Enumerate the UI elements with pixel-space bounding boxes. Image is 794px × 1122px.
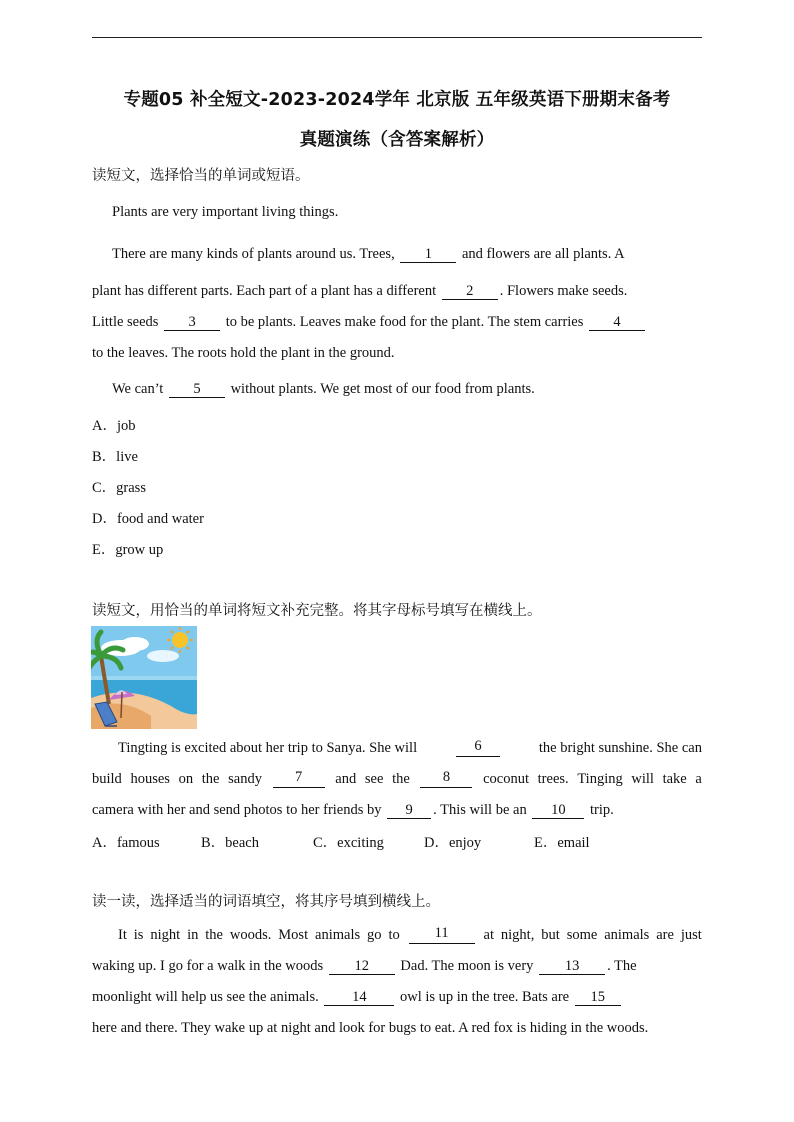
section2-line2: build houses on the sandy 7 and see the 8 coconut trees. Tinging will take a [92, 769, 702, 787]
blank-14[interactable]: 14 [324, 990, 394, 1006]
header-rule [92, 37, 702, 38]
section2-option-d: D．enjoy [424, 835, 482, 851]
section1-instruction: 读短文，选择恰当的单词或短语。 [92, 168, 310, 184]
blank-3[interactable]: 3 [164, 315, 220, 331]
beach-illustration [91, 626, 197, 729]
blank-5[interactable]: 5 [169, 382, 225, 398]
blank-9[interactable]: 9 [387, 803, 431, 819]
page-title-line2: 真题演练（含答案解析） [299, 130, 495, 150]
blank-8[interactable]: 8 [420, 770, 472, 788]
section3-instruction: 读一读，选择适当的词语填空，将其序号填到横线上。 [92, 894, 440, 910]
section2-option-e: E．email [534, 835, 590, 851]
section1-paragraph1: Plants are very important living things. [112, 204, 339, 220]
blank-7[interactable]: 7 [273, 770, 325, 788]
page-title-line1: 专题05 补全短文-2023-2024学年 北京版 五年级英语下册期末备考 [123, 90, 671, 110]
blank-15[interactable]: 15 [575, 990, 621, 1006]
blank-4[interactable]: 4 [589, 315, 645, 331]
section2-option-b: B．beach [201, 835, 259, 851]
section1-option-b: B．live [92, 449, 138, 465]
section1-p2-line2: plant has different parts. Each part of a plant has a different 2 . Flowers make seeds. [92, 283, 628, 299]
section3-line4: here and there. They wake up at night and look for bugs to eat. A red fox is hiding in the woods. [92, 1020, 649, 1036]
section1-option-d: D．food and water [92, 511, 204, 527]
section1-option-c: C．grass [92, 480, 146, 496]
blank-10[interactable]: 10 [532, 803, 584, 819]
section2-option-c: C．exciting [313, 835, 384, 851]
blank-1[interactable]: 1 [400, 247, 456, 263]
section3-line2: waking up. I go for a walk in the woods 12 Dad. The moon is very 13 . The [92, 958, 637, 974]
section2-line3: camera with her and send photos to her friends by 9 . This will be an 10 trip. [92, 802, 614, 818]
section1-p2-line1: There are many kinds of plants around us. Trees, 1 and flowers are all plants. A [112, 246, 625, 262]
section1-option-a: A．job [92, 418, 136, 434]
section1-p2-line4: to the leaves. The roots hold the plant in the ground. [92, 345, 395, 361]
blank-6[interactable]: 6 [456, 739, 500, 757]
section3-line1: It is night in the woods. Most animals go to 11 at night, but some animals are just [118, 925, 702, 943]
blank-12[interactable]: 12 [329, 959, 395, 975]
section3-line3: moonlight will help us see the animals. 14 owl is up in the tree. Bats are 15 [92, 988, 623, 1006]
section2-option-a: A．famous [92, 835, 160, 851]
section1-p3: We can’t 5 without plants. We get most of our food from plants. [112, 381, 535, 397]
section2-line1: Tingting is excited about her trip to Sanya. She will 6 the bright sunshine. She can [118, 738, 702, 756]
blank-11[interactable]: 11 [409, 926, 475, 944]
blank-13[interactable]: 13 [539, 959, 605, 975]
section2-options [92, 831, 612, 849]
section1-p2-line3: Little seeds 3 to be plants. Leaves make food for the plant. The stem carries 4 [92, 313, 647, 331]
section1-option-e: E．grow up [92, 542, 164, 558]
section2-instruction: 读短文，用恰当的单词将短文补充完整。将其字母标号填写在横线上。 [92, 603, 542, 619]
blank-2[interactable]: 2 [442, 284, 498, 300]
